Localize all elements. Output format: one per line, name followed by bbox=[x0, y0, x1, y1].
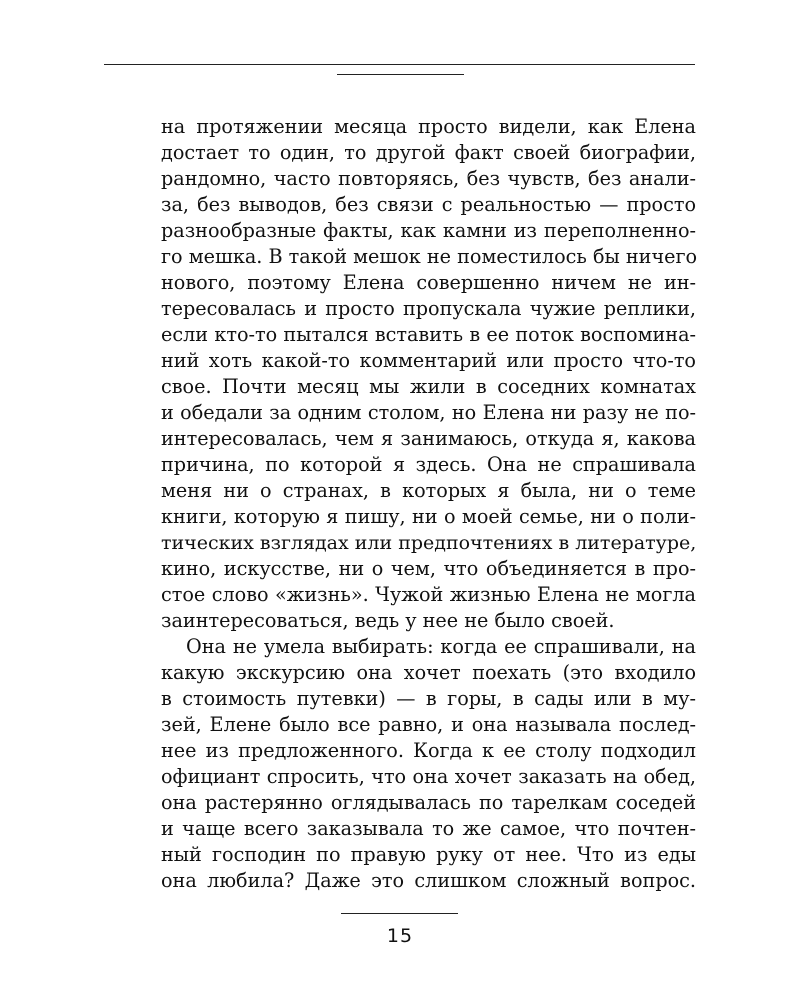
text-line: заинтересоваться, ведь у нее не было своей. bbox=[161, 609, 615, 632]
text-line: причина, по которой я здесь. Она не спрашивала bbox=[161, 453, 696, 476]
text-line: какую экскурсию она хочет поехать (это входило bbox=[161, 661, 696, 684]
text-line: книги, которую я пишу, ни о моей семье, ни о поли- bbox=[161, 505, 696, 528]
text-line: нее из предложенного. Когда к ее столу подходил bbox=[161, 739, 696, 762]
text-line: разнообразные факты, как камни из переполненно- bbox=[161, 219, 696, 242]
header-short-rule bbox=[337, 74, 464, 75]
text-line: зей, Елене было все равно, и она называла послед- bbox=[161, 713, 696, 736]
text-line: и чаще всего заказывала то же самое, что почтен- bbox=[161, 817, 696, 840]
text-line: меня ни о странах, в которых я была, ни о теме bbox=[161, 479, 696, 502]
text-line: рандомно, часто повторяясь, без чувств, без анали- bbox=[161, 167, 696, 190]
header-rule bbox=[104, 64, 695, 65]
text-line: на протяжении месяца просто видели, как Елена bbox=[161, 115, 696, 138]
text-line: кино, искусстве, ни о чем, что объединяется в про- bbox=[161, 557, 696, 580]
footer-rule bbox=[341, 913, 458, 914]
text-line: свое. Почти месяц мы жили в соседних комнатах bbox=[161, 375, 696, 398]
page-number: 15 bbox=[386, 925, 414, 947]
text-line: и обедали за одним столом, но Елена ни разу не по- bbox=[161, 401, 696, 424]
text-line: она растерянно оглядывалась по тарелкам соседей bbox=[161, 791, 696, 814]
text-line: стое слово «жизнь». Чужой жизнью Елена не могла bbox=[161, 583, 696, 606]
body-text bbox=[161, 114, 696, 894]
text-line: го мешка. В такой мешок не поместилось бы ничего bbox=[161, 245, 698, 268]
text-line: Она не умела выбирать: когда ее спрашивали, на bbox=[186, 635, 696, 658]
text-line: ний хоть какой-то комментарий или просто что-то bbox=[161, 349, 696, 372]
text-line: если кто-то пытался вставить в ее поток воспомина- bbox=[161, 323, 696, 346]
text-line: она любила? Даже это слишком сложный вопрос. bbox=[161, 869, 696, 892]
text-line: тересовалась и просто пропускала чужие реплики, bbox=[161, 297, 696, 320]
text-line: ный господин по правую руку от нее. Что из еды bbox=[161, 843, 696, 866]
text-line: нового, поэтому Елена совершенно ничем не ин- bbox=[161, 271, 696, 294]
text-line: за, без выводов, без связи с реальностью — просто bbox=[161, 193, 696, 216]
text-line: интересовалась, чем я занимаюсь, откуда я, какова bbox=[161, 427, 696, 450]
text-line: в стоимость путевки) — в горы, в сады или в му- bbox=[161, 687, 696, 710]
text-line: достает то один, то другой факт своей биографии, bbox=[161, 141, 696, 164]
text-line: официант спросить, что она хочет заказать на обед, bbox=[161, 765, 696, 788]
text-line: тических взглядах или предпочтениях в литературе, bbox=[161, 532, 697, 554]
